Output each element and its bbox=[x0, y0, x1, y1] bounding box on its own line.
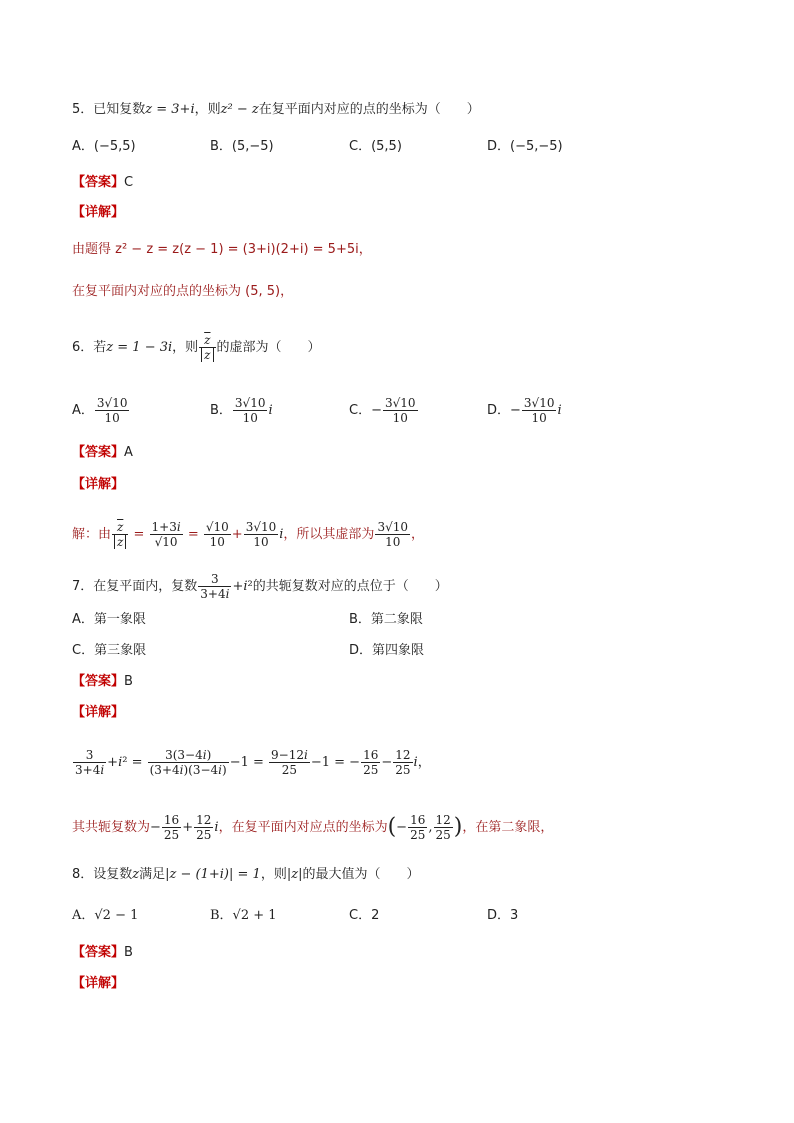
q6-option-d: D．− $\frac{3√10}{10}$ i bbox=[487, 396, 562, 425]
answer-label: 【答案】 bbox=[72, 445, 125, 460]
q7-option-d: D．第四象限 bbox=[349, 643, 425, 658]
q8-mid: 满足 bbox=[139, 867, 166, 882]
q6-lead: 6．若 bbox=[72, 340, 107, 355]
q8-detail-label: 【详解】 bbox=[72, 976, 125, 991]
q5-solution-line-1: 由题得 z² − z = z(z − 1) = (3+i)(2+i) = 5+5i， bbox=[72, 242, 372, 257]
q5-option-c: C．(5,5) bbox=[349, 139, 402, 154]
q6-option-c: C．− $\frac{3√10}{10}$ bbox=[349, 396, 416, 425]
q8-lead: 8．设复数 bbox=[72, 867, 133, 882]
q5-option-a: A．(−5,5) bbox=[72, 139, 136, 154]
q7-option-a: A．第一象限 bbox=[72, 612, 146, 627]
answer-label: 【答案】 bbox=[72, 945, 125, 960]
q8-mid2: ，则 bbox=[260, 867, 287, 882]
q5-tail: 在复平面内对应的点的坐标为（ ） bbox=[258, 102, 480, 117]
answer-label: 【答案】 bbox=[72, 674, 125, 689]
answer-value: A bbox=[124, 445, 133, 460]
q7-answer bbox=[72, 672, 133, 692]
question-7: 7．在复平面内，复数 $\frac{3}{3+4i}$ +i²的共轭复数对应的点位于（ ） bbox=[72, 572, 448, 601]
q5-option-d: D．(−5,−5) bbox=[487, 139, 563, 154]
q8-option-c: C．2 bbox=[349, 908, 380, 923]
q5-answer bbox=[72, 173, 133, 193]
q8-tail: 的最大值为（ ） bbox=[302, 867, 420, 882]
q5-lead: 5．已知复数 bbox=[72, 102, 146, 117]
q8-option-d: D．3 bbox=[487, 908, 519, 923]
q6-mid: ，则 bbox=[172, 340, 199, 355]
q5-option-b: B．(5,−5) bbox=[210, 139, 274, 154]
q6-option-b: B． $\frac{3√10}{10}$ i bbox=[210, 396, 273, 425]
answer-value: B bbox=[124, 674, 133, 689]
question-8: 8．设复数z满足|z − (1+i)| = 1，则|z|的最大值为（ ） bbox=[72, 867, 420, 882]
q6-tail: 的虚部为（ ） bbox=[216, 340, 321, 355]
q8-option-b: B．√2 + 1 bbox=[210, 908, 277, 923]
q6-solution: 解：由 $\frac{\overline{z}}{z}$ = $\frac{1+3i}{√10}$ = $\frac{√10}{10}$ + $\frac{3√10}{10}$ i，所以其虚部为 $\frac{3√10}{10}$ ， bbox=[72, 520, 425, 549]
q7-option-b: B．第二象限 bbox=[349, 612, 423, 627]
q8-condition: |z − (1+i)| = 1 bbox=[165, 867, 261, 882]
q6-option-a: A． $\frac{3√10}{10}$ bbox=[72, 396, 128, 425]
q6-condition: z = 1 − 3i bbox=[106, 340, 173, 355]
q8-answer bbox=[72, 943, 133, 963]
q7-tail: 的共轭复数对应的点位于（ ） bbox=[252, 579, 448, 594]
question-6 bbox=[72, 333, 321, 362]
q7-lead: 7．在复平面内，复数 bbox=[72, 579, 198, 594]
q8-option-a: A．√2 − 1 bbox=[72, 908, 139, 923]
answer-label: 【答案】 bbox=[72, 175, 125, 190]
q6-answer bbox=[72, 443, 133, 463]
q5-condition: z = 3+i bbox=[145, 102, 195, 117]
q7-detail-label: 【详解】 bbox=[72, 705, 125, 720]
answer-value: C bbox=[124, 175, 134, 190]
q5-detail-label: 【详解】 bbox=[72, 205, 125, 220]
answer-value: B bbox=[124, 945, 133, 960]
q5-mid: ，则 bbox=[194, 102, 221, 117]
q7-solution-line-1: $\frac{3}{3+4i}$ +i² = $\frac{3(3-4i)}{(3+4i)(3-4i)}$ −1 = $\frac{9-12i}{25}$ −1 = − $\frac{16}{25}$ − $\frac{12}{25}$ i， bbox=[75, 748, 431, 777]
q7-option-c: C．第三象限 bbox=[72, 643, 147, 658]
q5-solution-line-2: 在复平面内对应的点的坐标为 (5, 5)， bbox=[72, 284, 294, 299]
q7-solution-line-2: 其共轭复数为− $\frac{16}{25}$ + $\frac{12}{25}$ i，在复平面内对应点的坐标为(− $\frac{16}{25}$ , $\frac{12}{25}$ )，在第二象限， bbox=[72, 813, 554, 842]
question-5 bbox=[72, 100, 480, 120]
q5-expression: z² − z bbox=[220, 102, 259, 117]
q6-fraction: $\frac{\overline{z}}{z}$ bbox=[199, 333, 215, 362]
q6-detail-label: 【详解】 bbox=[72, 477, 125, 492]
